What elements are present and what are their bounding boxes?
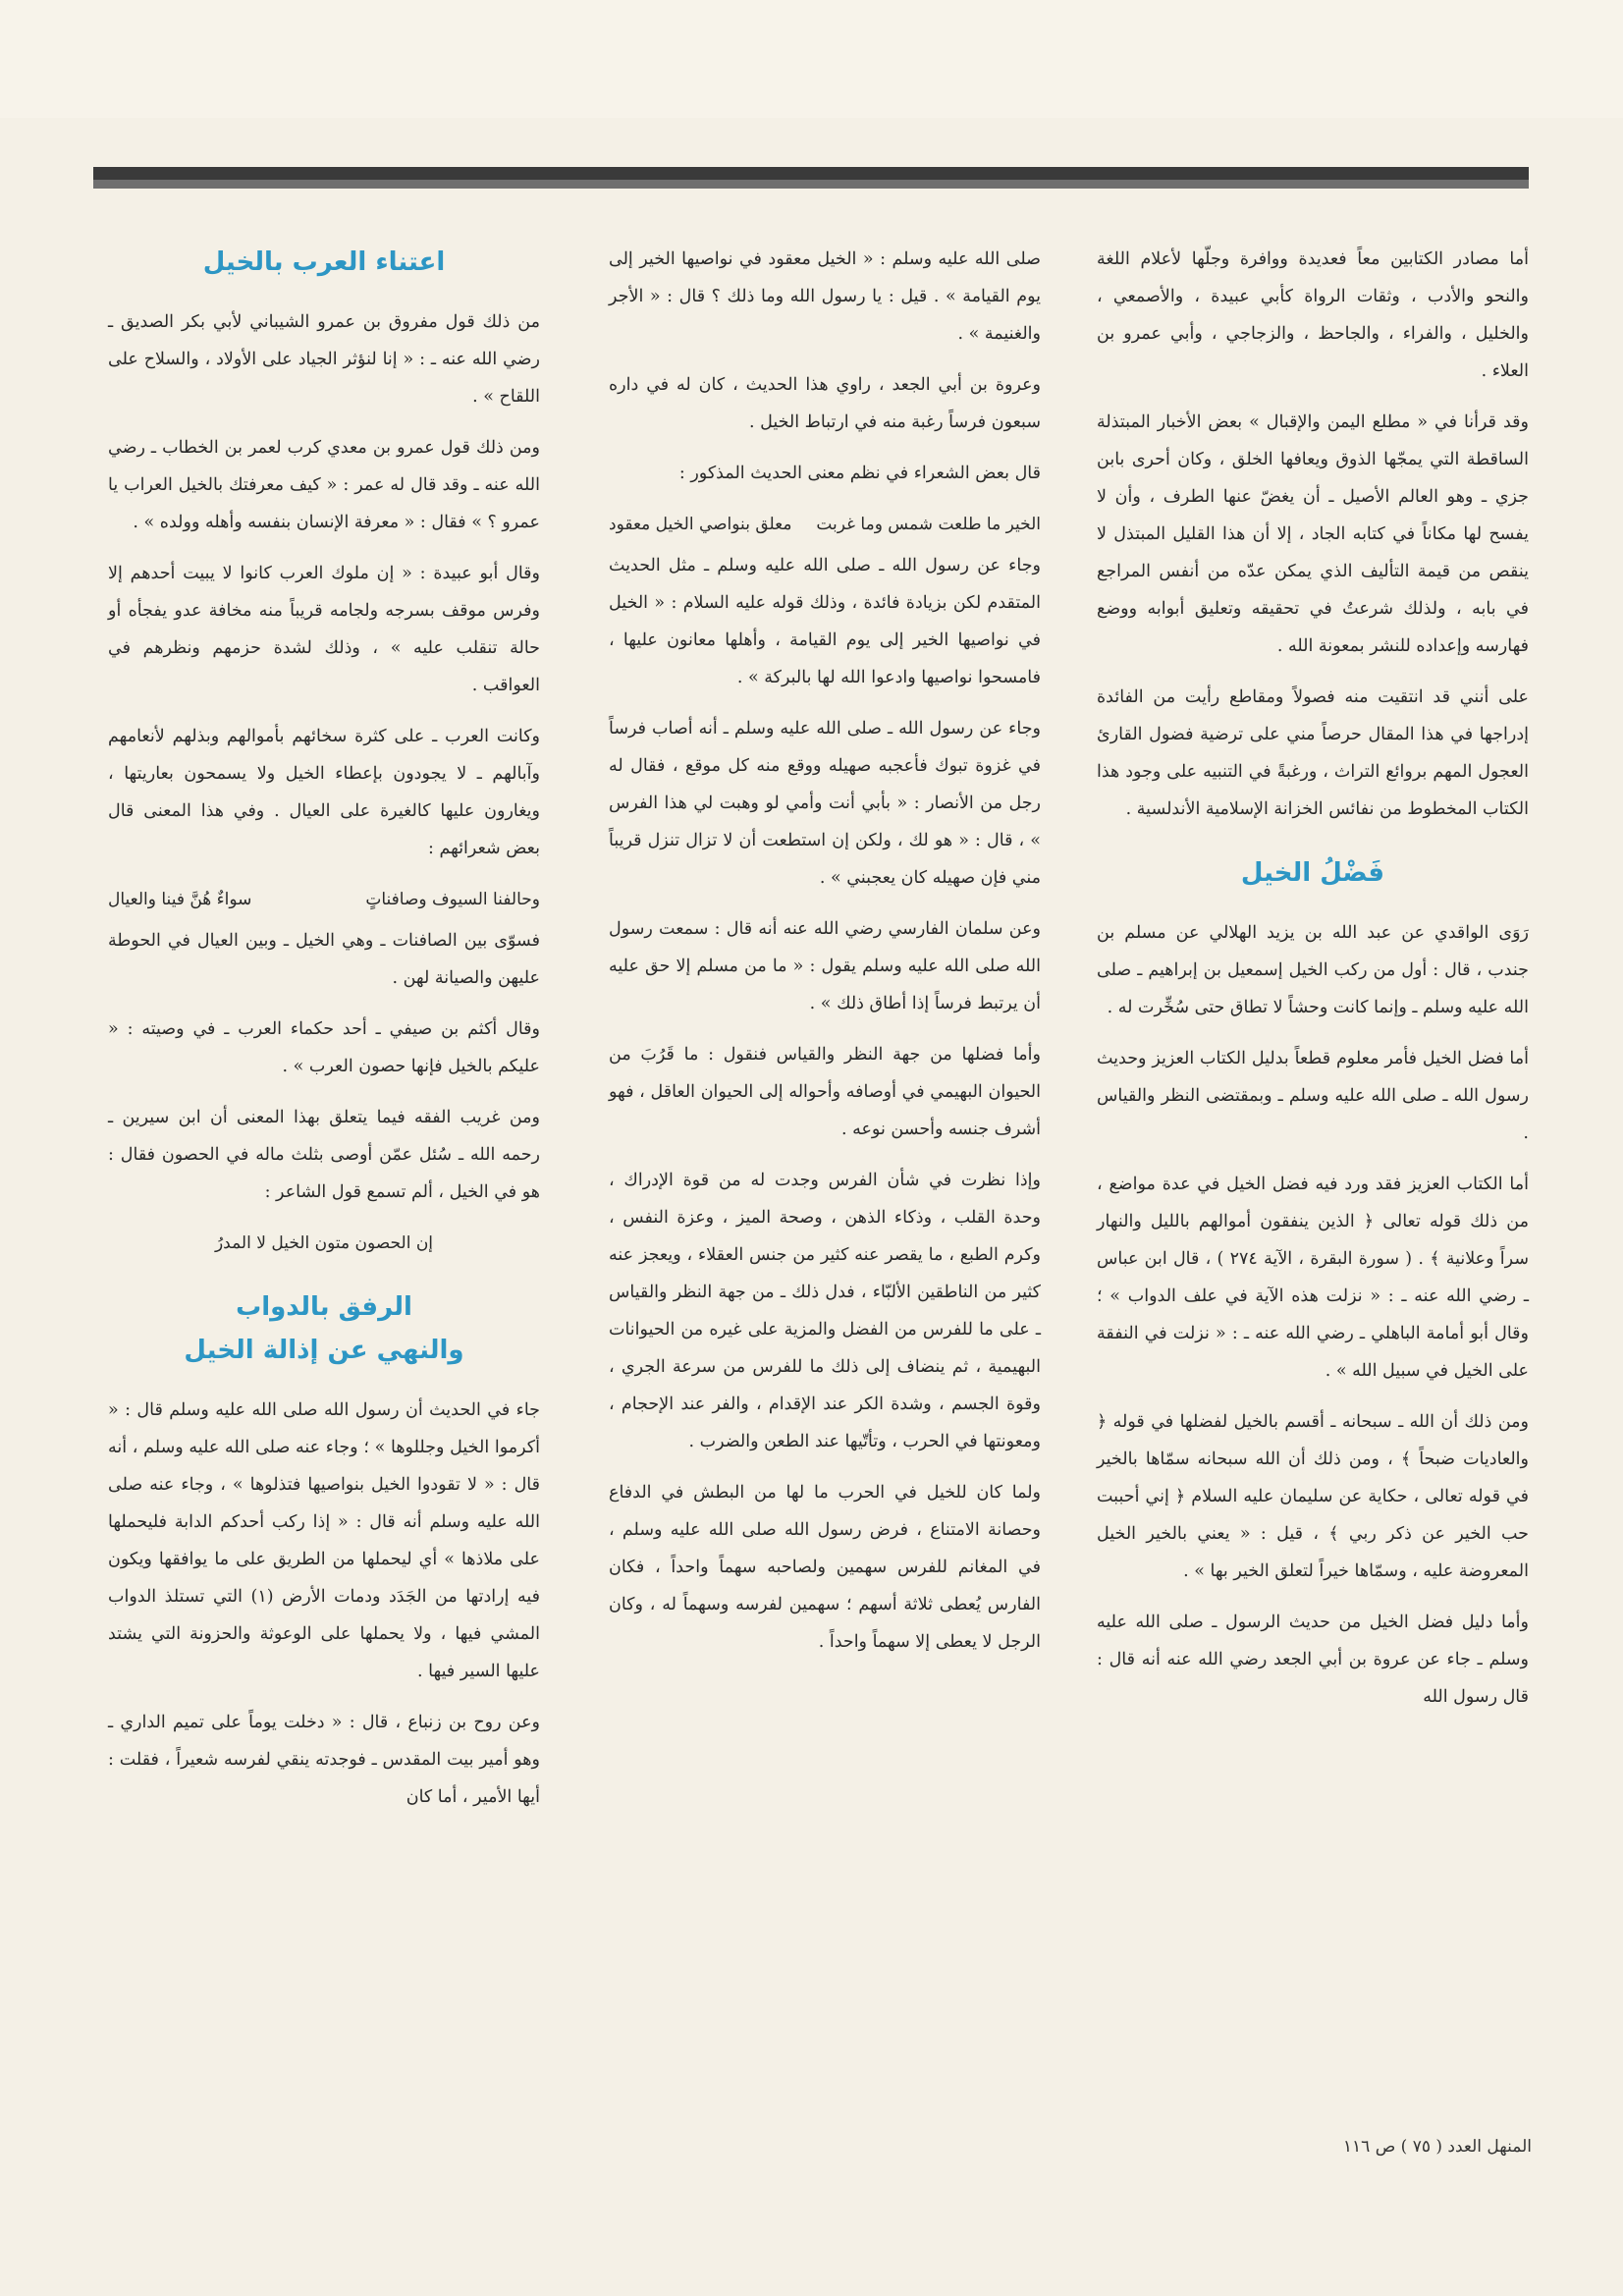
verse-second-half: سواءٌ هُنَّ فينا والعيال	[108, 890, 252, 909]
verse-first-half: وحالفنا السيوف وصافناتٍ	[365, 890, 540, 909]
paragraph: وكانت العرب ـ على كثرة سخائهم بأموالهم وبذلهم لأنعامهم وآبالهم ـ لا يجودون بإعطاء الخيل ولا يسمحون بعاريتها ، ويغارون عليها كالغيرة على العيال . وفي هذا المعنى قال بعض شعرائهم :	[108, 727, 540, 858]
page-margin	[0, 0, 1623, 118]
paragraph: وعن روح بن زنباع ، قال : « دخلت يوماً على تميم الداري ـ وهو أمير بيت المقدس ـ فوجدته ينقي لفرسه شعيراً ، فقلت : أيها الأمير ، أما كان	[108, 1713, 540, 1807]
paragraph: أما فضل الخيل فأمر معلوم قطعاً بدليل الكتاب العزيز وحديث رسول الله ـ صلى الله عليه وسلم ـ وبمقتضى النظر والقياس .	[1097, 1049, 1529, 1143]
paragraph: وأما فضلها من جهة النظر والقياس فنقول : ما قَرُبَ من الحيوان البهيمي في أوصافه وأحواله إلى الحيوان العاقل ، فهو أشرف جنسه وأحسن نوعه .	[609, 1045, 1041, 1139]
verse-line: إن الحصون متون الخيل لا المدرُ	[214, 1233, 434, 1253]
paragraph: ومن ذلك قول عمرو بن معدي كرب لعمر بن الخطاب ـ رضي الله عنه ـ وقد قال له عمر : « كيف معرفتك بالخيل العراب يا عمرو ؟ » فقال : « معرفة الإنسان بنفسه وأهله وولده » .	[108, 438, 540, 532]
paragraph: على أنني قد انتقيت منه فصولاً ومقاطع رأيت من الفائدة إدراجها في هذا المقال حرصاً مني على ترضية فضول القارئ العجول المهم بروائع التراث ، ورغبةً في التنبيه على وجود هذا الكتاب المخطوط من نفائس الخزانة الإسلامية الأندلسية .	[1097, 687, 1529, 819]
poem-verse	[108, 1225, 540, 1262]
paragraph: وإذا نظرت في شأن الفرس وجدت له من قوة الإدراك ، وحدة القلب ، وذكاء الذهن ، وصحة الميز ، وعزة النفس ، وكرم الطبع ، ما يقصر عنه كثير من جنس العقلاء ، ويعجز عنه كثير من الناطقين الألبّاء ، فدل ذلك ـ من جهة النظر والقياس ـ على ما للفرس من الفضل والمزية على غيره من الحيوانات البهيمية ، ثم ينضاف إلى ذلك ما للفرس من سرعة الجري ، وقوة الجسم ، وشدة الكر عند الإقدام ، والفر عند الإحجام ، ومعونتها في الحرب ، وتأتّيها عند الطعن والضرب .	[609, 1171, 1041, 1451]
verse-second-half: معلق بنواصي الخيل معقود	[609, 515, 792, 534]
paragraph: وقال أكثم بن صيفي ـ أحد حكماء العرب ـ في وصيته : « عليكم بالخيل فإنها حصون العرب » .	[108, 1019, 540, 1076]
section-heading: اعتناء العرب بالخيل	[202, 247, 446, 277]
paragraph: وقد قرأنا في « مطلع اليمن والإقبال » بعض الأخبار المبتذلة الساقطة التي يمجّها الذوق ويعافها الخلق ، وكان أحرى بابن جزي ـ وهو العالم الأصيل ـ أن يغضّ عنها الطرف ، وأن لا يفسح لها مكاناً في كتابه الجاد ، إلا أن هذا القليل المبتذل لا ينقص من قيمة التأليف الذي يمكن عدّه من أنفس المراجع في بابه ، ولذلك شرعتُ في تحقيقه وتعليق أبوابه ووضع فهارسه وإعداده للنشر بمعونة الله .	[1097, 412, 1529, 656]
verse-first-half: الخير ما طلعت شمس وما غربت	[816, 515, 1041, 534]
paragraph: جاء في الحديث أن رسول الله صلى الله عليه وسلم قال : « أكرموا الخيل وجللوها » ؛ وجاء عنه صلى الله عليه وسلم ، أنه قال : « لا تقودوا الخيل بنواصيها فتذلوها » ، وجاء عنه صلى الله عليه وسلم أنه قال : « إذا ركب أحدكم الدابة فليحملها على ملاذها » أي ليحملها من الطريق على ما يوافقها ويكون فيه إرادتها من الجَدَد ودمات الأرض (١) التي تستلذ الدواب المشي فيها ، ولا يحملها على الوعوثة والحزونة التي يشتد عليها السير فيها .	[108, 1400, 540, 1681]
poem-verse	[609, 506, 1041, 543]
paragraph: وأما دليل فضل الخيل من حديث الرسول ـ صلى الله عليه وسلم ـ جاء عن عروة بن أبي الجعد رضي الله عنه أنه قال : قال رسول الله	[1097, 1613, 1529, 1707]
paragraph: ولما كان للخيل في الحرب ما لها من البطش في الدفاع وحصانة الامتناع ، فرض رسول الله صلى الله عليه وسلم ، في المغانم للفرس سهمين ولصاحبه سهماً واحداً ، فكان الفارس يُعطى ثلاثة أسهم ؛ سهمين لفرسه وسهماً له ، وكان الرجل لا يعطى إلا سهماً واحداً .	[609, 1483, 1041, 1652]
paragraph: رَوَى الواقدي عن عبد الله بن يزيد الهلالي عن مسلم بن جندب ، قال : أول من ركب الخيل إسمعيل بن إبراهيم ـ صلى الله عليه وسلم ـ وإنما كانت وحشاً لا تطاق حتى سُخِّرت له .	[1097, 923, 1529, 1017]
paragraph: وجاء عن رسول الله ـ صلى الله عليه وسلم ـ مثل الحديث المتقدم لكن بزيادة فائدة ، وذلك قوله عليه السلام : « الخيل في نواصيها الخير إلى يوم القيامة ، وأهلها معانون عليها ، فامسحوا نواصيها وادعوا الله لها بالبركة » .	[609, 556, 1041, 687]
column-left	[108, 241, 540, 1830]
section-heading: فَضْلُ الخيل	[1240, 858, 1385, 888]
paragraph: صلى الله عليه وسلم : « الخيل معقود في نواصيها الخير إلى يوم القيامة » . قيل : يا رسول الله وما ذلك ؟ قال : « الأجر والغنيمة » .	[609, 249, 1041, 344]
column-middle	[609, 241, 1041, 1674]
paragraph: ومن غريب الفقه فيما يتعلق بهذا المعنى أن ابن سيرين ـ رحمه الله ـ سُئل عمّن أوصى بثلث ماله في الحصون فقال : هو في الخيل ، ألم تسمع قول الشاعر :	[108, 1108, 540, 1202]
paragraph: أما الكتاب العزيز فقد ورد فيه فضل الخيل في عدة مواضع ، من ذلك قوله تعالى ﴿ الذين ينفقون أموالهم بالليل والنهار سراً وعلانية ﴾ . ( سورة البقرة ، الآية ٢٧٤ ) ، قال ابن عباس ـ رضي الله عنه ـ : « نزلت هذه الآية في علف الدواب » ؛ وقال أبو أمامة الباهلي ـ رضي الله عنه ـ : « نزلت في النفقة على الخيل في سبيل الله » .	[1097, 1175, 1529, 1381]
paragraph: وعن سلمان الفارسي رضي الله عنه أنه قال : سمعت رسول الله صلى الله عليه وسلم يقول : « ما من مسلم إلا حق عليه أن يرتبط فرساً إذا أطاق ذلك » .	[609, 919, 1041, 1013]
paragraph: وعروة بن أبي الجعد ، راوي هذا الحديث ، كان له في داره سبعون فرساً رغبة منه في ارتباط الخيل .	[609, 375, 1041, 432]
column-right	[1097, 241, 1529, 1729]
paragraph: من ذلك قول مفروق بن عمرو الشيباني لأبي بكر الصديق ـ رضي الله عنه ـ : « إنا لنؤثر الجياد على الأولاد ، والسلاح على اللقاح » .	[108, 312, 540, 407]
paragraph: قال بعض الشعراء في نظم معنى الحديث المذكور :	[678, 464, 1041, 483]
poem-verse	[108, 881, 540, 918]
paragraph: وقال أبو عبيدة : « إن ملوك العرب كانوا لا يبيت أحدهم إلا وفرس موقف بسرجه ولجامه قريباً منه مخافة عدو يفجأه أو حالة تنقلب عليه » ، وذلك لشدة حزمهم ونظرهم في العواقب .	[108, 564, 540, 695]
heading-line: الرفق بالدواب	[236, 1292, 412, 1322]
paragraph: وجاء عن رسول الله ـ صلى الله عليه وسلم ـ أنه أصاب فرساً في غزوة تبوك فأعجبه صهيله ووقع منه كل موقع ، فقال له رجل من الأنصار : « بأبي أنت وأمي لو وهبت لي هذا الفرس » ، قال : « هو لك ، ولكن إن استطعت أن لا تزال تنزل قريباً مني فإن صهيله كان يعجبني » .	[609, 719, 1041, 888]
paragraph: أما مصادر الكتابين معاً فعديدة ووافرة وجلّها لأعلام اللغة والنحو والأدب ، وثقات الرواة كأبي عبيدة ، والأصمعي ، والخليل ، والفراء ، والجاحظ ، والزجاجي ، وأبي عمرو بن العلاء .	[1097, 249, 1529, 381]
paragraph: ومن ذلك أن الله ـ سبحانه ـ أقسم بالخيل لفضلها في قوله ﴿ والعاديات ضبحاً ﴾ ، ومن ذلك أن الله سبحانه سمّاها بالخير في قوله تعالى ، حكاية عن سليمان عليه السلام ﴿ إني أحببت حب الخير عن ذكر ربي ﴾ ، قيل : « يعني بالخير الخيل المعروضة عليه ، وسمّاها خيراً لتعلق الخير بها » .	[1097, 1412, 1529, 1581]
paragraph: فسوّى بين الصافنات ـ وهي الخيل ـ وبين العيال في الحوطة عليهن والصيانة لهن .	[108, 931, 540, 988]
header-rule	[93, 167, 1529, 189]
section-heading	[108, 1285, 540, 1372]
heading-line: والنهي عن إذالة الخيل	[184, 1336, 464, 1365]
page-footer: المنهل العدد ( ٧٥ ) ص ١١٦	[1342, 2137, 1532, 2157]
